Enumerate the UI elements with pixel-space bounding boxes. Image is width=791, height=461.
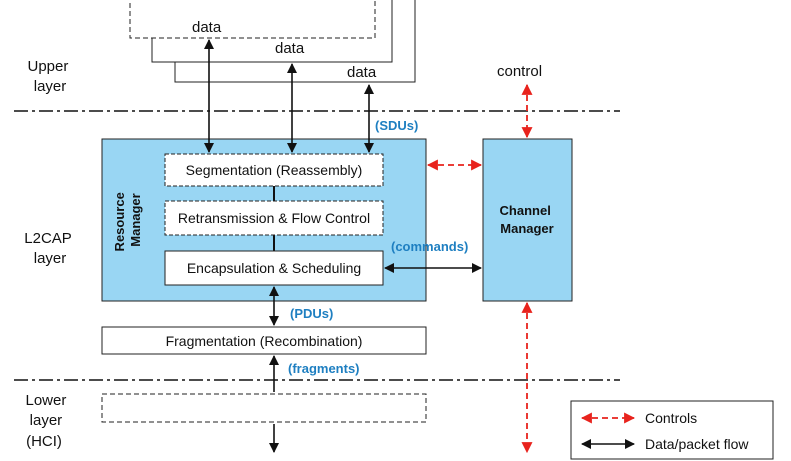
fragments-label: (fragments) — [288, 361, 360, 376]
channel-manager-label: Channel Manager — [499, 203, 554, 236]
segmentation-label: Segmentation (Reassembly) — [185, 162, 363, 178]
commands-label: (commands) — [391, 239, 469, 254]
channel-manager-box — [483, 139, 572, 301]
lower-layer-box — [102, 394, 426, 422]
data-label-3: data — [347, 64, 377, 81]
resource-manager-label: Resource Manager — [112, 192, 143, 252]
encapsulation-label: Encapsulation & Scheduling — [186, 260, 362, 276]
data-label-1: data — [192, 19, 222, 36]
legend-data-label: Data/packet flow — [645, 436, 749, 452]
lower-layer-label: Lower layer (HCI) — [25, 392, 67, 450]
upper-data-stack — [130, 0, 415, 82]
upper-layer-label: Upper layer — [27, 58, 69, 95]
sdus-label: (SDUs) — [375, 118, 419, 133]
legend-controls-label: Controls — [645, 410, 698, 426]
control-label: control — [497, 63, 543, 80]
l2cap-layer-label: L2CAP layer — [24, 230, 72, 267]
legend — [571, 401, 773, 459]
fragmentation-label: Fragmentation (Recombination) — [165, 333, 363, 349]
pdus-label: (PDUs) — [290, 306, 334, 321]
data-label-2: data — [275, 40, 305, 57]
retransmission-label: Retransmission & Flow Control — [177, 210, 371, 226]
